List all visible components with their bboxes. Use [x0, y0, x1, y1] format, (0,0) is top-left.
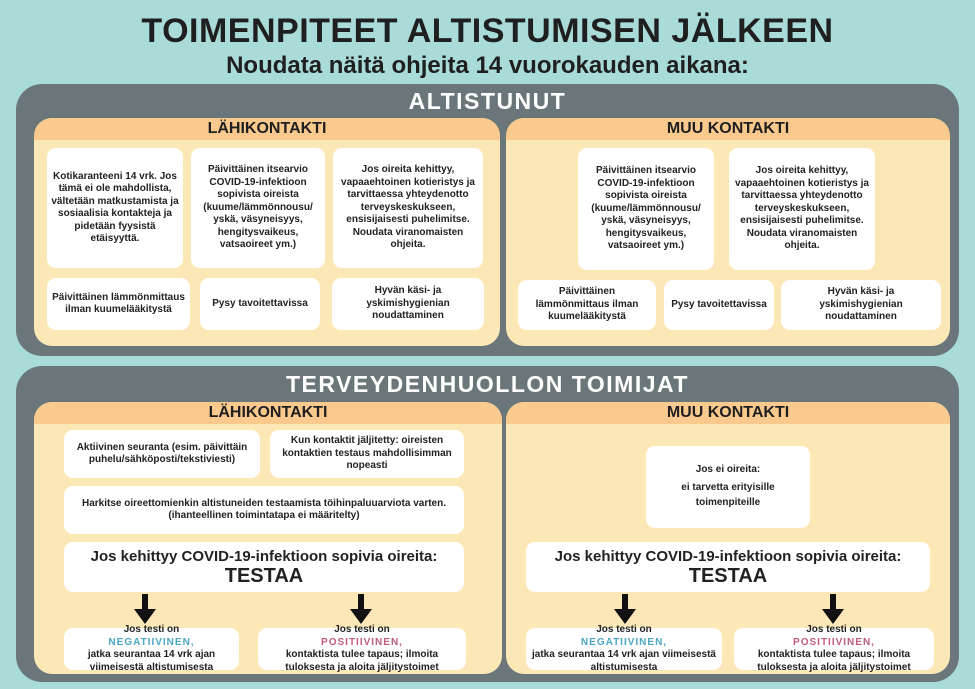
- exposed-other-contact-heading: MUU KONTAKTI: [506, 118, 950, 140]
- active-monitoring-box: Aktiivinen seuranta (esim. päivittäin puhelu/sähköposti/tekstiviesti): [64, 430, 260, 478]
- consider-testing-box: Harkitse oireettomienkin altistuneiden testaamista töihinpaluuarviota varten. (ihanteellinen toimintatapa ei määritelty): [64, 486, 464, 534]
- exposed-section-title: ALTISTUNUT: [408, 88, 567, 114]
- positive-prefix: Jos testi on: [334, 624, 390, 635]
- positive-label: POSITIIVINEN,: [321, 636, 403, 648]
- negative-prefix: Jos testi on: [123, 624, 180, 635]
- other-symptoms-line: Jos kehittyy COVID-19-infektioon sopivia oireita:: [554, 547, 902, 565]
- positive-result-box: [258, 624, 466, 673]
- healthcare-other-contact-panel: [506, 402, 950, 674]
- other-negative-prefix: Jos testi on: [596, 624, 652, 635]
- page-title: TOIMENPITEET ALTISTUMISEN JÄLKEEN: [141, 12, 834, 50]
- symptoms-line: Jos kehittyy COVID-19-infektioon sopivia oireita:: [90, 547, 438, 565]
- other-symptoms-test-box: [526, 542, 930, 592]
- arrow-down-icon: [614, 594, 636, 624]
- other-test-label: TESTAA: [688, 564, 768, 587]
- healthcare-close-contact-heading: LÄHIKONTAKTI: [34, 402, 502, 424]
- exposed-close-contact-panel: [34, 118, 500, 346]
- temperature-box: Päivittäinen lämmönmittaus ilman kuumelääkitystä: [47, 278, 190, 330]
- arrow-down-icon: [350, 594, 372, 624]
- if-symptoms-box: Jos oireita kehittyy, vapaaehtoinen kotieristys ja tarvittaessa yhteydenotto terveyskeskukseen, ensisijaisesti puhelimitse. Noudata viranomaisten ohjeita.: [333, 148, 483, 268]
- self-assessment-box: Päivittäinen itsearvio COVID-19-infektioon sopivista oireista (kuume/lämmönnousu/ yskä, väsyneisyys, hengitysvaikeus, vatsaoireet ym.): [191, 148, 325, 268]
- arrow-down-icon: [822, 594, 844, 624]
- other-negative-label: NEGATIIVINEN,: [580, 636, 668, 648]
- tracing-box: Kun kontaktit jäljitetty: oireisten kontaktien testaus mahdollisimman nopeasti: [270, 430, 464, 478]
- other-negative-result-box: [526, 624, 722, 673]
- other-hygiene-box: Hyvän käsi- ja yskimishygienian noudattaminen: [781, 280, 941, 330]
- exposed-close-contact-heading: LÄHIKONTAKTI: [34, 118, 500, 140]
- other-reachable-box: Pysy tavoitettavissa: [664, 280, 774, 330]
- positive-text: kontaktista tulee tapaus; ilmoita tuloksesta ja aloita jäljitystoimet: [285, 649, 439, 673]
- other-positive-result-box: [734, 624, 934, 673]
- reachable-box: Pysy tavoitettavissa: [200, 278, 320, 330]
- exposed-section: [16, 84, 959, 356]
- negative-text: jatka seurantaa 14 vrk ajan viimeisestä altistumisesta: [87, 649, 216, 673]
- healthcare-section: [16, 366, 959, 682]
- hygiene-box: Hyvän käsi- ja yskimishygienian noudattaminen: [332, 278, 484, 330]
- other-self-assessment-box: Päivittäinen itsearvio COVID-19-infektioon sopivista oireista (kuume/lämmönnousu/ yskä, väsyneisyys, hengitysvaikeus, vatsaoireet ym.): [578, 148, 714, 270]
- symptoms-test-box: [64, 542, 464, 592]
- no-symptoms-box: [646, 446, 810, 528]
- test-label: TESTAA: [224, 564, 304, 587]
- other-temperature-box: Päivittäinen lämmönmittaus ilman kuumelääkitystä: [518, 280, 656, 330]
- negative-label: NEGATIIVINEN,: [108, 636, 195, 648]
- healthcare-section-title: TERVEYDENHUOLLON TOIMIJAT: [286, 371, 689, 397]
- arrow-down-icon: [134, 594, 156, 624]
- other-positive-prefix: Jos testi on: [806, 624, 862, 635]
- negative-result-box: [64, 624, 239, 673]
- other-positive-text: kontaktista tulee tapaus; ilmoita tuloksesta ja aloita jäljitystoimet: [757, 649, 911, 673]
- page-subtitle: Noudata näitä ohjeita 14 vuorokauden aikana:: [226, 52, 749, 79]
- no-symptoms-title: Jos ei oireita:: [695, 463, 761, 475]
- other-negative-text: jatka seurantaa 14 vrk ajan viimeisestä altistumisesta: [531, 649, 716, 673]
- other-if-symptoms-box: Jos oireita kehittyy, vapaaehtoinen kotieristys ja tarvittaessa yhteydenotto terveyskeskukseen, ensisijaisesti puhelimitse. Noudata viranomaisten ohjeita.: [729, 148, 875, 270]
- healthcare-other-contact-heading: MUU KONTAKTI: [506, 402, 950, 424]
- healthcare-close-contact-panel: [34, 402, 502, 674]
- exposed-other-contact-panel: [506, 118, 950, 346]
- other-positive-label: POSITIIVINEN,: [793, 636, 875, 648]
- quarantine-box: Kotikaranteeni 14 vrk. Jos tämä ei ole mahdollista, vältetään matkustamista ja sosiaalisia kontakteja ja pidetään fyysistä etäisyyttä.: [47, 148, 183, 268]
- no-symptoms-text: ei tarvetta erityisille toimenpiteille: [681, 482, 775, 509]
